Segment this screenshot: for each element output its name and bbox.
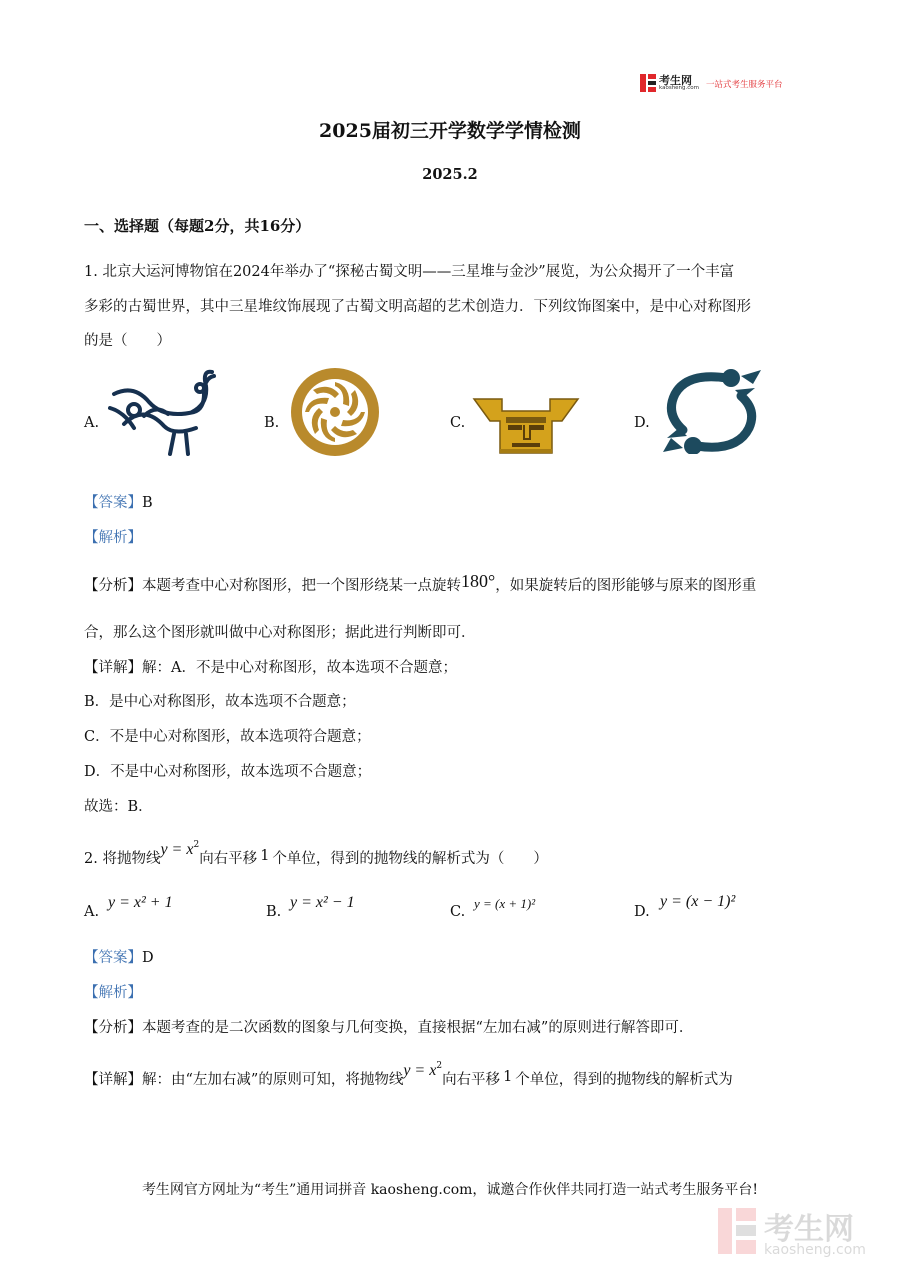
- q1-fenxi-line-2: 合，那么这个图形就叫做中心对称图形；据此进行判断即可．: [84, 625, 476, 641]
- q2-option-c-formula: y = (x + 1)²: [474, 896, 536, 911]
- q1-option-a-label: A.: [84, 415, 100, 431]
- q1-stem-line-3: 的是（ ）: [84, 333, 171, 349]
- q1-option-d-image: [657, 368, 765, 454]
- q2-option-d-formula: y = (x − 1)²: [660, 893, 736, 910]
- q2-stem-b: 向右平移: [199, 850, 258, 867]
- q2-answer-value: D: [142, 950, 154, 966]
- q1-stem-line-1: 1. 北京大运河博物馆在2024年举办了“探秘古蜀文明——三星堆与金沙”展览，为公众揭开了一个丰富: [84, 264, 735, 280]
- page-title: 2025届初三开学数学学情检测: [319, 120, 581, 142]
- q1-option-d-label: D.: [634, 415, 650, 431]
- q1-answer-tag: 【答案】: [84, 495, 142, 511]
- q2-option-c-label: C.: [450, 904, 466, 920]
- q1-option-c-label: C.: [450, 415, 466, 431]
- q1-xiangjie-line-4: D．不是中心对称图形，故本选项不合题意；: [84, 764, 372, 780]
- watermark-logo-icon: [718, 1208, 756, 1254]
- logo-en-text: kaosheng.com: [659, 85, 700, 91]
- header-logo: [640, 72, 810, 96]
- section-heading: 一、选择题（每题2分，共16分）: [84, 217, 311, 235]
- watermark-cn: 考生网: [764, 1212, 854, 1247]
- q1-option-a-image: [104, 364, 220, 460]
- q2-stem-a: 2. 将抛物线: [84, 850, 161, 867]
- q1-xiangjie-line-3: C．不是中心对称图形，故本选项符合题意；: [84, 729, 371, 745]
- q1-stem-line-2: 多彩的古蜀世界，其中三星堆纹饰展现了古蜀文明高超的艺术创造力．下列纹饰图案中，是中心对称图形: [84, 299, 751, 315]
- q2-option-a-label: A.: [84, 904, 100, 920]
- q2-xiangjie-formula: y = x: [403, 1061, 437, 1079]
- q1-answer: [84, 493, 153, 513]
- q1-analysis-tag: 【解析】: [84, 530, 142, 546]
- q2-xiangjie-tag: 【详解】: [84, 1071, 142, 1088]
- q1-fenxi-line-1: [84, 571, 757, 596]
- q1-option-b-label: B.: [264, 415, 280, 431]
- q1-answer-value: B: [142, 495, 153, 511]
- q2-option-b-label: B.: [266, 904, 282, 920]
- q1-fenxi-text-2: ，如果旋转后的图形能够与原来的图形重: [495, 578, 757, 594]
- q1-xiangjie-line-2: B．是中心对称图形，故本选项不合题意；: [84, 694, 356, 710]
- page-footer: 考生网官方网址为“考生”通用词拼音 kaosheng.com，诚邀合作伙伴共同打造一站式考生服务平台!: [141, 1182, 759, 1198]
- q1-choose: 故选：B．: [84, 799, 153, 815]
- watermark-en: kaosheng.com: [764, 1242, 866, 1258]
- q2-xiangjie-text-b: 向右平移: [442, 1071, 501, 1088]
- page-date: 2025.2: [422, 166, 478, 183]
- q2-answer: [84, 948, 154, 968]
- q2-fenxi-text: 本题考查的是二次函数的图象与几何变换，直接根据“左加右减”的原则进行解答即可．: [142, 1020, 694, 1036]
- q1-option-b-image: [289, 366, 381, 458]
- q2-fenxi: [84, 1018, 693, 1038]
- q2-analysis-tag: 【解析】: [84, 985, 142, 1001]
- q2-stem-c: 个单位，得到的抛物线的解析式为（ ）: [272, 850, 548, 867]
- q1-fenxi-text-1: 本题考查中心对称图形，把一个图形绕某一点旋转: [142, 578, 461, 594]
- q2-xiangjie-num: 1: [503, 1068, 513, 1085]
- q2-xiangjie-formula-exp: 2: [436, 1061, 443, 1071]
- q2-answer-tag: 【答案】: [84, 950, 142, 966]
- q2-xiangjie-text-c: 个单位，得到的抛物线的解析式为: [515, 1071, 733, 1088]
- q1-xiangjie-text-1: 解：A．不是中心对称图形，故本选项不合题意；: [142, 660, 457, 676]
- q2-xiangjie: [84, 1061, 733, 1090]
- logo-icon: [640, 74, 656, 92]
- q2-formula: y = x: [160, 840, 194, 858]
- q2-option-a-formula: y = x² + 1: [108, 894, 173, 911]
- q1-xiangjie-tag: 【详解】: [84, 660, 142, 676]
- q2-stem: [84, 840, 548, 869]
- q2-formula-exp: 2: [193, 840, 200, 850]
- q2-fenxi-tag: 【分析】: [84, 1020, 142, 1036]
- q2-xiangjie-text-a: 解：由“左加右减”的原则可知，将抛物线: [142, 1071, 404, 1088]
- q1-rotation-angle: 180°: [461, 571, 496, 591]
- q1-option-c-image: [472, 395, 580, 457]
- q1-xiangjie-line-1: [84, 658, 457, 678]
- q2-option-b-formula: y = x² − 1: [290, 894, 355, 911]
- logo-slogan: 一站式考生服务平台: [706, 80, 783, 90]
- q2-shift-num: 1: [260, 847, 270, 864]
- q2-option-d-label: D.: [634, 904, 650, 920]
- q1-fenxi-tag: 【分析】: [84, 578, 142, 594]
- watermark: [718, 1204, 888, 1264]
- logo-cn-text: 考生网: [659, 74, 692, 87]
